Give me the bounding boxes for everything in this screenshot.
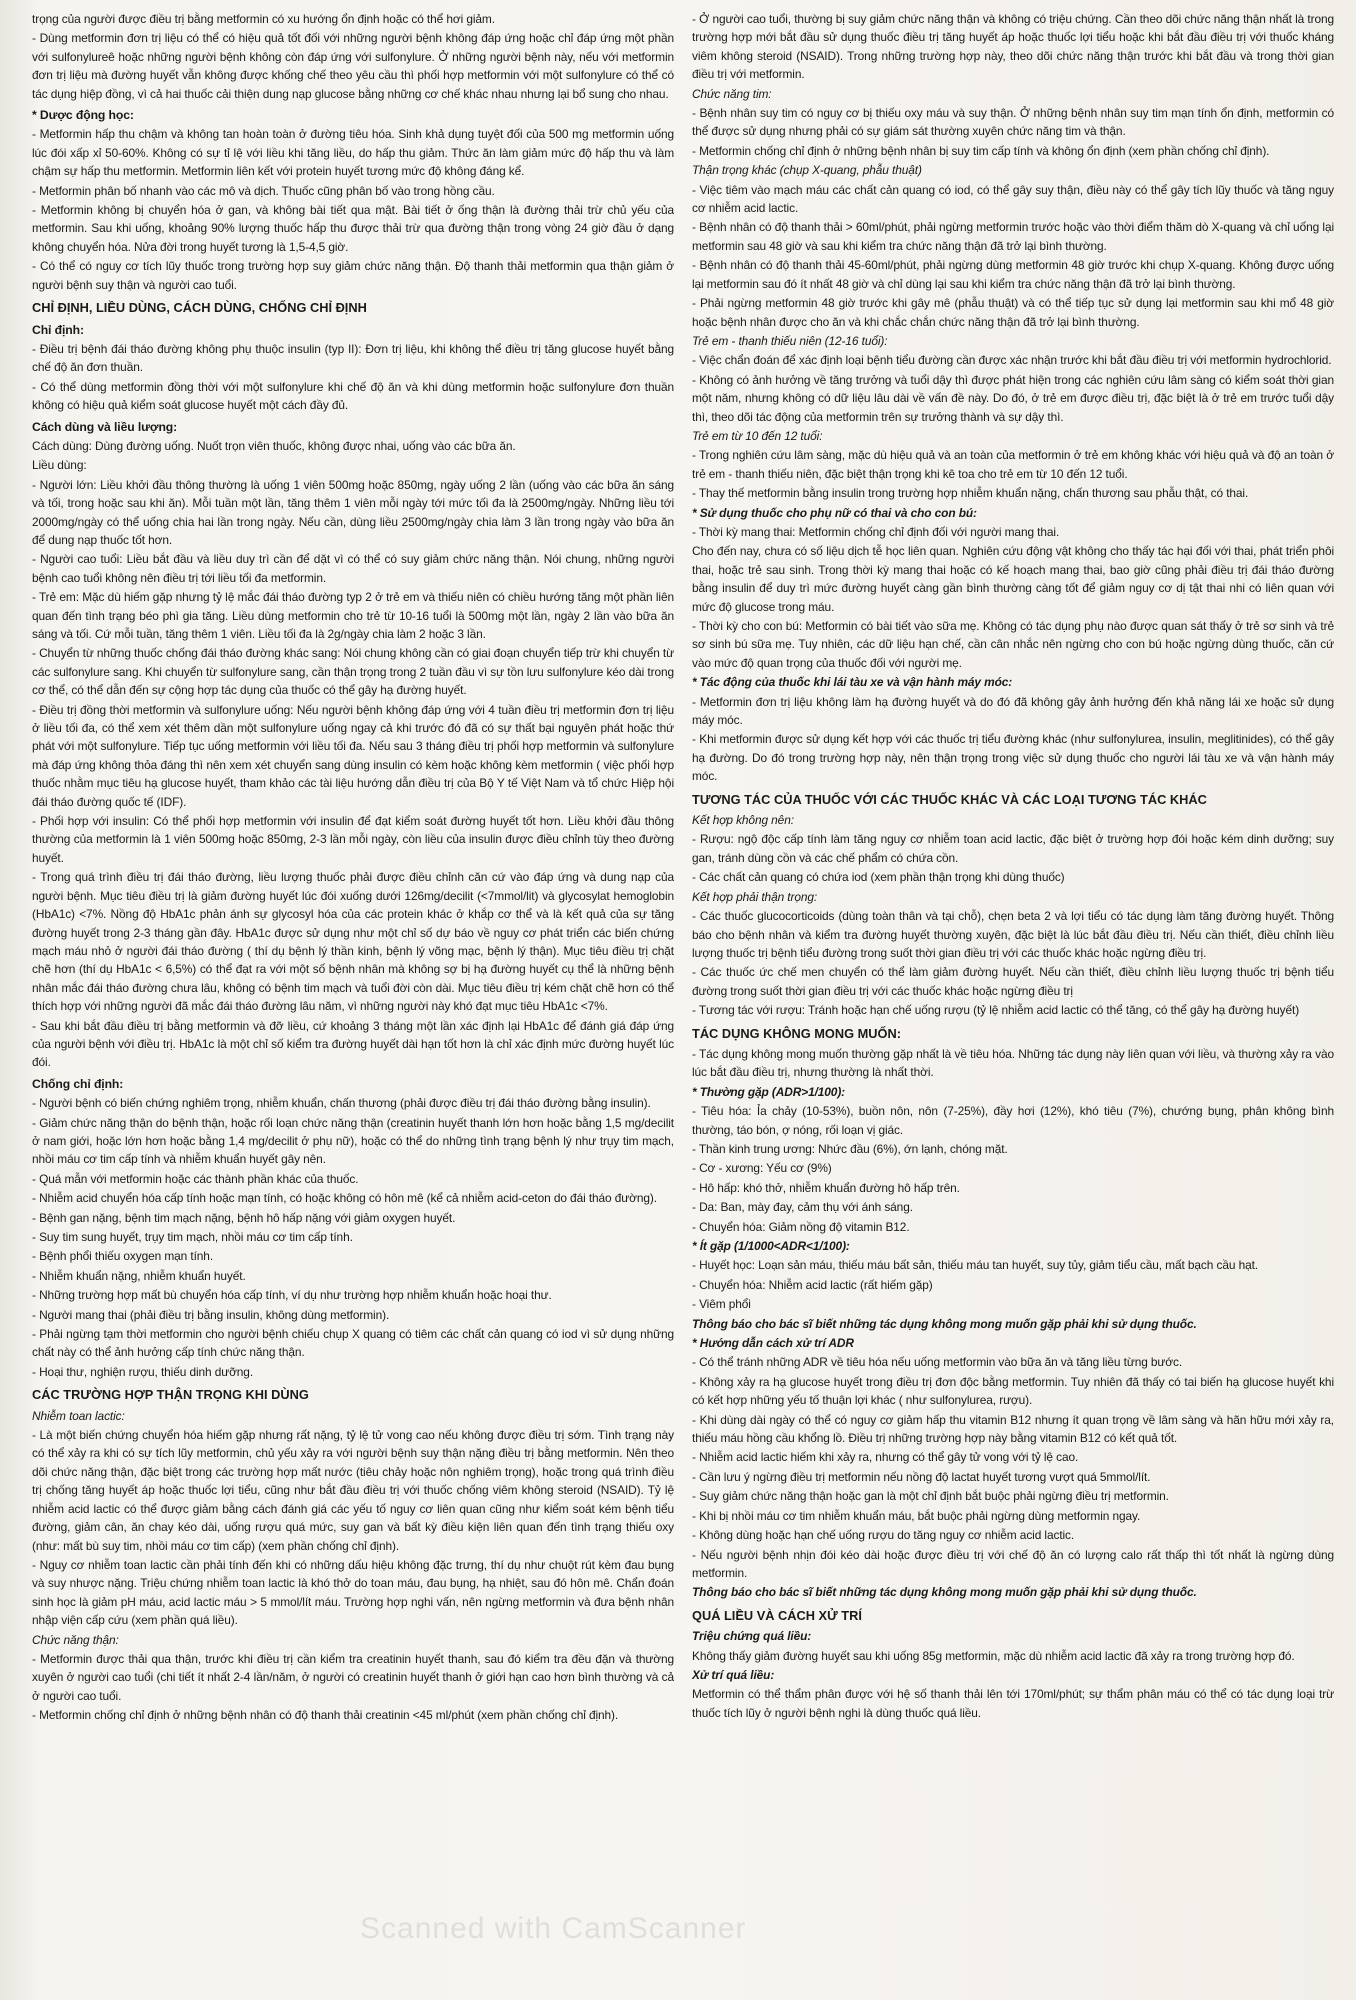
subsection-heading: Chống chỉ định: <box>32 1076 124 1091</box>
paragraph: - Điều trị bệnh đái tháo đường không phụ thuộc insulin (typ II): Đơn trị liệu, khi không thể điều trị tăng glucose huyết bằng chế độ ăn đơn thuần. <box>32 341 674 375</box>
paragraph: - Nhiễm khuẩn nặng, nhiễm khuẩn huyết. <box>32 1268 246 1283</box>
paragraph: - Các thuốc ức chế men chuyển có thể làm giảm đường huyết. Nếu cần thiết, điều chỉnh liều lượng thuốc trị bệnh tiểu đường trong suốt thời gian điều trị với các thuốc khác hoặc ngừng điều trị <box>692 965 1334 998</box>
bold-note: * Ít gặp (1/1000<ADR<1/100): <box>692 1239 850 1253</box>
paragraph: - Tương tác với rượu: Tránh hoặc hạn chế uống rượu (tỷ lệ nhiễm acid lactic có thể tăng, có thể gây hạ đường huyết) <box>692 1003 1300 1018</box>
paragraph: - Cần lưu ý ngừng điều trị metformin nếu nồng độ lactat huyết tương vượt quá 5mmol/lít. <box>692 1469 1151 1484</box>
paragraph: - Metformin hấp thu chậm và không tan hoàn toàn ở đường tiêu hóa. Sinh khả dụng tuyệt đối của 500 mg metformin uống lúc đói xấp xỉ 50-60%. Không có sự tỉ lệ với liều khi tăng liều, do hấp thu giảm. Thức ăn làm giảm mức độ hấp thu và làm chậm sự hấp thu metformin. Metformin liên kết với protein huyết tương mức độ không đáng kể. <box>32 127 674 179</box>
paragraph: Liều dùng: <box>32 458 87 473</box>
paragraph: - Bệnh nhân có độ thanh thải > 60ml/phút, phải ngừng metformin trước hoặc vào thời điểm thăm dò X-quang và chỉ uống lại metformin sau 48 giờ và sau khi kiểm tra chức năng thận đã trở lại bình thường. <box>692 220 1334 253</box>
paragraph: - Trong nghiên cứu lâm sàng, mặc dù hiệu quả và an toàn của metformin ở trẻ em không khác với hiệu quả và độ an toàn ở trẻ em - thanh thiếu niên, đặc biệt thận trọng khi kê toa cho trẻ em từ 10 đến 12 tuổi. <box>692 448 1334 481</box>
paragraph: - Huyết học: Loạn sản máu, thiếu máu bất sản, thiếu máu tan huyết, suy tủy, giảm tiểu cầu, mất bạch cầu hạt. <box>692 1258 1259 1273</box>
paragraph: - Có thể tránh những ADR về tiêu hóa nếu uống metformin vào bữa ăn và tăng liều từng bước. <box>692 1355 1183 1370</box>
paragraph: - Bệnh nhân suy tim có nguy cơ bị thiếu oxy máu và suy thận. Ở những bệnh nhân suy tim mạn tính ổn định, metformin có thể được sử dụng nhưng phải có sự giám sát thường xuyên chức năng tim và thận. <box>692 106 1334 139</box>
bold-note: * Thường gặp (ADR>1/100): <box>692 1084 846 1099</box>
paragraph: - Metformin không bị chuyển hóa ở gan, và không bài tiết qua mật. Bài tiết ở ống thận là đường thải trừ chủ yếu của metformin. Sau khi uống, khoảng 90% lượng thuốc hấp thu được thải trừ qua đường thận trong vòng 24 giờ đầu ở dạng không chuyển hóa. Nửa đời trong huyết tương là 1,5-4,5 giờ. <box>32 203 674 254</box>
paragraph: - Metformin phân bố nhanh vào các mô và dịch. Thuốc cũng phân bố vào trong hồng cầu. <box>32 183 495 198</box>
paragraph: - Nhiễm acid lactic hiếm khi xảy ra, nhưng có thể gây tử vong với tỷ lệ cao. <box>692 1450 1079 1465</box>
bold-note: Xử trí quá liều: <box>692 1667 775 1682</box>
paragraph: - Sau khi bắt đầu điều trị bằng metformin và đỡ liều, cứ khoảng 3 tháng một lần xác định lại HbA1c để đánh giá đáp ứng của người bệnh với điều trị. HbA1c là một chỉ số kiểm tra đường huyết dài hạn tốt hơn là chỉ xác định mức đường huyết lúc đói. <box>32 1018 674 1070</box>
paragraph: - Người cao tuổi: Liều bắt đầu và liều duy trì cần để dặt vì có thể có suy giảm chức năng thận. Nói chung, những người bệnh cao tuổi không nên điều trị tới liều tối đa metformin. <box>32 552 674 585</box>
italic-heading: Kết hợp phải thận trọng: <box>692 889 818 904</box>
paragraph: - Không xảy ra hạ glucose huyết trong điều trị đơn độc bằng metformin. Tuy nhiên đã thấy có tai biến hạ glucose huyết khi có kết hợp những yếu tố thuận lợi khác ( như sulfonylurea, rượu). <box>692 1374 1334 1408</box>
paragraph: - Các chất cản quang có chứa iod (xem phần thận trọng khi dùng thuốc) <box>692 870 1065 885</box>
bold-note: * Hướng dẫn cách xử trí ADR <box>692 1336 854 1351</box>
paragraph: - Khi bị nhồi máu cơ tim nhiễm khuẩn máu, bắt buộc phải ngừng dùng metformin ngay. <box>692 1508 1141 1523</box>
paragraph: - Chuyển hóa: Nhiễm acid lactic (rất hiếm gặp) <box>692 1277 933 1292</box>
paragraph: - Là một biến chứng chuyển hóa hiếm gặp nhưng rất nặng, tỷ lệ tử vong cao nếu không được điều trị sớm. Tình trạng này có thể xảy ra khi có sự tích lũy metformin, chủ yếu xảy ra với người bệnh suy thận nặng điều trị bằng metformin. Nên theo dõi chức năng thận, đặc biệt trong các trường hợp mất nước (tiêu chảy hoặc nôn nghiêm trọng), hoặc trong quá trình điều trị chống tăng huyết áp hoặc thuốc lợi tiểu, cũng như bắt đầu điều trị với thuốc chống viêm không steroid (NSAID). Tỷ lệ nhiễm acid lactic có thể được giảm bằng cách đánh giá các yếu tố nguy cơ liên quan cũng như kiểm soát kém bệnh tiểu đường, giảm cân, ăn chay kéo dài, uống rượu quá mức, suy gan và bất kỳ điều kiện liên quan đến tình trạng thiếu oxy (như: mất bù suy tim, nhồi máu cơ tim cấp) (xem phần chống chỉ định). <box>32 1428 674 1553</box>
italic-heading: Thận trọng khác (chụp X-quang, phẫu thuật) <box>692 163 922 178</box>
paragraph: - Viêm phổi <box>692 1297 751 1312</box>
paragraph: Cách dùng: Dùng đường uống. Nuốt trọn viên thuốc, không được nhai, uống vào các bữa ăn. <box>32 438 516 453</box>
paragraph: - Bệnh phổi thiếu oxygen mạn tính. <box>32 1249 214 1264</box>
section-heading: CÁC TRƯỜNG HỢP THẬN TRỌNG KHI DÙNG <box>32 1387 309 1403</box>
italic-heading: Chức năng tim: <box>692 86 772 101</box>
paragraph: - Nguy cơ nhiễm toan lactic cần phải tính đến khi có những dấu hiệu không đặc trưng, thí dụ như chuột rút kèm đau bụng và suy nhược nặng. Triệu chứng nhiễm toan lactic là khó thở do toan máu, đau bụng, hạ nhiệt, sau đó hôn mê. Chẩn đoán sinh học là giảm pH máu, acid lactic máu > 5 mmol/lít máu. Trường hợp nghi vấn, nên ngừng metformin và đưa bệnh nhân nhập viện cấp cứu (xem phần quá liều). <box>32 1557 674 1628</box>
paragraph: - Metformin được thải qua thận, trước khi điều trị cần kiểm tra creatinin huyết thanh, sau đó kiểm tra đều đặn và thường xuyên ở người cao tuổi (chi tiết ít nhất 2-4 lần/năm, ở người có creatinin huyết thanh ở giới hạn cao hơn bình thường và cả ở người cao tuổi. <box>32 1651 674 1703</box>
paragraph: - Người bệnh có biến chứng nghiêm trọng, nhiễm khuẩn, chấn thương (phải được điều trị đái tháo đường bằng insulin). <box>32 1096 651 1111</box>
paragraph: - Thời kỳ cho con bú: Metformin có bài tiết vào sữa mẹ. Không có tác dụng phụ nào được quan sát thấy ở trẻ sơ sinh và trẻ sơ sinh bú sữa mẹ. Tuy nhiên, các dữ liệu hạn chế, cần cân nhắc nên ngừng cho con bú hoặc ngừng dùng thuốc, căn cứ vào mức độ quan trọng của thuốc đối với người mẹ. <box>692 619 1334 670</box>
paragraph: - Metformin chống chỉ định ở những bệnh nhân có độ thanh thải creatinin <45 ml/phút (xem phần chống chỉ định). <box>32 1708 619 1723</box>
paragraph: - Bệnh gan nặng, bệnh tim mạch nặng, bệnh hô hấp nặng với giảm oxygen huyết. <box>32 1210 456 1225</box>
paragraph: - Phải ngừng metformin 48 giờ trước khi gây mê (phẫu thuật) và có thể tiếp tục sử dụng lại metformin sau khi mổ 48 giờ hoặc bệnh nhân được cho ăn và khi chắc chắn chức năng thận đã trở lại bình thường. <box>692 296 1334 329</box>
paragraph: - Việc tiêm vào mạch máu các chất cản quang có iod, có thể gây suy thận, điều này có thể gây tích lũy thuốc và tăng nguy cơ nhiễm acid lactic. <box>692 182 1334 216</box>
bold-note: Thông báo cho bác sĩ biết những tác dụng không mong muốn gặp phải khi sử dụng thuốc. <box>692 1585 1197 1600</box>
right-column <box>692 10 1334 1994</box>
paragraph: Không thấy giảm đường huyết sau khi uống 85g metformin, mặc dù nhiễm acid lactic đã xảy ra trong trường hợp đó. <box>692 1648 1295 1663</box>
paragraph: - Trong quá trình điều trị đái tháo đường, liều lượng thuốc phải được điều chỉnh căn cứ vào đáp ứng và dung nạp của người bệnh. Mục tiêu điều trị là giảm đường huyết lúc đói xuống dưới 126mg/decilit (<7mmol/lit) và glycosylat hemoglobin (HbA1c) <7%. Nồng độ HbA1c phản ánh sự glycosyl hóa của các protein khác ở khắp cơ thể và là kết quả của sự tăng đường huyết trong 2-3 tháng gần đây. HbA1c được sử dụng như một chỉ số dự báo về nguy cơ phát triển các biến chứng mạch máu nhỏ ở người đái tháo đường ( thí dụ bệnh lý thần kinh, bệnh lý võng mạc, bệnh lý thận). Mục tiêu điều trị chặt chẽ hơn (thí dụ HbA1c < 6,5%) có thể đạt ra với một số bệnh nhân mà không sợ bị hạ đường huyết cụ thể là những bệnh nhân mắc đái tháo đường chưa lâu, không có bệnh tim mạch và tuổi đời còn dài. Mục tiêu điều trị kém chặt chẽ hơn có thể thích hợp với những người đã mắc đái tháo đường lâu năm, vì những người này khó đạt mục tiêu HbA1c <7%. <box>32 870 674 1014</box>
paragraph: - Chuyển hóa: Giảm nồng độ vitamin B12. <box>692 1219 910 1234</box>
paragraph: - Nhiễm acid chuyển hóa cấp tính hoặc mạn tính, có hoặc không có hôn mê (kể cả nhiễm acid-ceton do đái tháo đường). <box>32 1191 657 1206</box>
paragraph: - Cơ - xương: Yếu cơ (9%) <box>692 1161 832 1176</box>
paragraph: - Nếu người bệnh nhịn đói kéo dài hoặc được điều trị với chế độ ăn có lượng calo rất thấp thì tốt nhất là ngừng dùng metformin. <box>692 1547 1334 1580</box>
bold-note: * Tác động của thuốc khi lái tàu xe và vận hành máy móc: <box>692 675 1013 690</box>
section-heading: QUÁ LIỀU VÀ CÁCH XỬ TRÍ <box>692 1607 862 1623</box>
paragraph: Cho đến nay, chưa có số liệu dịch tễ học liên quan. Nghiên cứu động vật không cho thấy tác hại đối với thai, phát triển phôi thai, hoặc trẻ sau sinh. Trong thời kỳ mang thai hoặc có kế hoạch mang thai, bao giờ cũng phải điều trị đái tháo đường bằng insulin để duy trì mức đường huyết càng gần bình thường càng tốt để giảm nguy cơ dị tật thai nhi có liên quan với mức độ glucose trong máu. <box>692 544 1334 614</box>
paragraph: - Tác dụng không mong muốn thường gặp nhất là về tiêu hóa. Những tác dụng này liên quan với liều, và thường xảy ra vào lúc bắt đầu điều trị, nhưng thường là nhất thời. <box>692 1046 1334 1080</box>
paragraph: - Không dùng hoặc hạn chế uống rượu do tăng nguy cơ nhiễm acid lactic. <box>692 1528 1075 1543</box>
paragraph: - Suy giảm chức năng thận hoặc gan là một chỉ định bắt buộc phải ngừng điều trị metformin. <box>692 1489 1169 1504</box>
italic-heading: Trẻ em từ 10 đến 12 tuổi: <box>692 428 823 443</box>
paragraph: Metformin có thể thẩm phân được với hệ số thanh thải lên tới 170ml/phút; sự thẩm phân máu có thể có tác dụng loại trừ thuốc tích lũy ở người bệnh nghi là dùng thuốc quá liều. <box>692 1687 1334 1720</box>
paragraph: - Thần kinh trung ương: Nhức đầu (6%), ớn lạnh, chóng mặt. <box>692 1141 1008 1156</box>
paragraph: - Điều trị đồng thời metformin và sulfonylure uống: Nếu người bệnh không đáp ứng với 4 tuần điều trị metformin đơn trị liệu ở liều tối đa, có thể xem xét thêm dần một sulfonylure uống ngay cả khi trước đó đã có sự thất bại nguyên phát hoặc thứ phát với một sulfonylure. Tiếp tục uống metformin với liều tối đa. Nếu sau 3 tháng điều trị phối hợp metformin và sulfonylure mà đáp ứng không thỏa đáng thì nên xem xét chuyển sang dùng insulin có kèm hoặc không kèm metformin ( việc phối hợp thuốc nhằm mục tiêu hạ glucose huyết, tham khảo các tài liệu hướng dẫn điều trị của Bộ Y tế Việt Nam và tổ chức Hiệp hội đái tháo đường quốc tế (IDF). <box>32 702 674 809</box>
paragraph: - Khi metformin được sử dụng kết hợp với các thuốc trị tiểu đường khác (như sulfonylurea, insulin, meglitinides), có thể gây hạ đường. Do đó trong trường hợp này, nên thận trọng trong việc sử dụng thuốc cho người lái tàu xe và vận hành máy móc. <box>692 732 1334 784</box>
section-heading: TƯƠNG TÁC CỦA THUỐC VỚI CÁC THUỐC KHÁC VÀ CÁC LOẠI TƯƠNG TÁC KHÁC <box>692 791 1207 807</box>
paragraph: - Bệnh nhân có độ thanh thải 45-60ml/phút, phải ngừng dùng metformin 48 giờ trước khi chụp X-quang. Không được uống lại metformin sau đó ít nhất 48 giờ và chỉ dùng lại sau khi kiểm tra chức năng thận đã trở lại bình thường. <box>692 258 1334 291</box>
bold-note: Triệu chứng quá liều: <box>692 1629 812 1644</box>
paragraph: - Có thể có nguy cơ tích lũy thuốc trong trường hợp suy giảm chức năng thận. Độ thanh thải metformin qua thận giảm ở người bệnh suy thận và người cao tuổi. <box>32 259 674 292</box>
paragraph: - Phối hợp với insulin: Có thể phối hợp metformin với insulin để đạt kiểm soát đường huyết tốt hơn. Liều khởi đầu thông thường của metformin là 1 viên 500mg hoặc 850mg, 2-3 lần mỗi ngày, còn liều của insulin được điều chỉnh tùy theo đường huyết. <box>32 814 674 865</box>
paragraph: - Phải ngừng tạm thời metformin cho người bệnh chiếu chụp X quang có tiêm các chất cản quang có iod vì sử dụng những chất này có thể ảnh hưởng cấp tính chức năng thận. <box>32 1327 674 1360</box>
italic-heading: Chức năng thận: <box>32 1632 119 1647</box>
paragraph: - Chuyển từ những thuốc chống đái tháo đường khác sang: Nói chung không cần có giai đoạn chuyển tiếp trừ khi chuyển từ các sulfonylure sang. Khi chuyển từ sulfonylure sang, cần thận trọng trong 2 tuần đầu vì sự tồn lưu sulfonylure kéo dài trong cơ thể, có thể dẫn đến sự cộng hợp tác dụng của thuốc có thể gây hạ đường huyết. <box>32 646 674 698</box>
paragraph: - Khi dùng dài ngày có thể có nguy cơ giảm hấp thu vitamin B12 nhưng ít quan trọng về lâm sàng và hãn hữu mới xảy ra, thiếu máu hồng cầu khổng lồ. Điều trị những trường hợp này bằng vitamin B12 có kết quả tốt. <box>692 1412 1334 1446</box>
left-column <box>32 10 674 1994</box>
paragraph: - Thay thế metformin bằng insulin trong trường hợp nhiễm khuẩn nặng, chấn thương sau phẫu thật, có thai. <box>692 486 1249 501</box>
paragraph: - Việc chẩn đoán để xác định loại bệnh tiểu đường cần được xác nhận trước khi bắt đầu điều trị với metformin hydrochlorid. <box>692 353 1332 368</box>
paragraph: - Người lớn: Liều khởi đầu thông thường là uống 1 viên 500mg hoặc 850mg, ngày uống 2 lần (uống vào các bữa ăn sáng và tối, trong hoặc sau khi ăn). Mỗi tuần một lần, tăng thêm 1 viên mỗi ngày tới mức tối đa là 2500mg/ngày. Những liều tới 2000mg/ngày có thể uống chia hai lần trong ngày. Nếu cần, dùng liều 2500mg/ngày chia làm 3 lần trong ngày vào bữa ăn để dung nạp thuốc tốt hơn. <box>32 477 674 547</box>
text-columns <box>32 10 1334 1994</box>
bold-note: * Sử dụng thuốc cho phụ nữ có thai và cho con bú: <box>692 505 977 520</box>
paragraph: trọng của người được điều trị bằng metformin có xu hướng ổn định hoặc có thể hơi giảm. <box>32 12 495 26</box>
paragraph: - Suy tim sung huyết, trụy tim mạch, nhồi máu cơ tim cấp tính. <box>32 1230 353 1244</box>
subsection-heading: Chỉ định: <box>32 322 84 337</box>
paragraph: - Tiêu hóa: Ỉa chảy (10-53%), buồn nôn, nôn (7-25%), đầy hơi (12%), khó tiêu (7%), chướng bụng, phân không bình thường, táo bón, ợ nóng, rối loạn vị giác. <box>692 1104 1334 1137</box>
paragraph: - Ở người cao tuổi, thường bị suy giảm chức năng thận và không có triệu chứng. Cần theo dõi chức năng thận nhất là trong trường hợp mới bắt đầu sử dụng thuốc điều trị tăng huyết áp hoặc thuốc lợi tiểu hoặc khi bắt đầu điều trị với thuốc kháng viêm không steroid (NSAID). Trong những trường hợp này, theo dõi chức năng thận trước khi bắt đầu và trong thời gian điều trị với metformin. <box>692 12 1334 82</box>
paragraph: - Dùng metformin đơn trị liệu có thể có hiệu quả tốt đối với những người bệnh không đáp ứng hoặc chỉ đáp ứng một phần với sulfonylureê hoặc những người bệnh không còn đáp ứng với sulfonylure. Ở những người bệnh này, nếu với metformin đơn trị liệu mà đường huyết vẫn không được khống chế theo yêu cầu thì phối hợp metformin với một sulfonylure có thể có tác dụng hiệp đồng, vì cả hai thuốc cải thiện dung nạp glucose bằng những cơ chế khác nhau nhưng lại bổ sung cho nhau. <box>32 31 674 101</box>
paragraph: - Hoại thư, nghiện rượu, thiếu dinh dưỡng. <box>32 1364 254 1379</box>
section-heading: TÁC DỤNG KHÔNG MONG MUỐN: <box>692 1025 901 1041</box>
paragraph: - Không có ảnh hưởng về tăng trưởng và tuổi dậy thì được phát hiện trong các nghiên cứu lâm sàng có kiểm soát thời gian một năm, nhưng không có dữ liệu lâu dài về vấn đề này. Do đó, ở trẻ em được điều trị, đặc biệt là ở trẻ em trước tuổi dậy thì, theo dõi tác động của metformin trên sự trưởng thành và sự dậy thì. <box>692 372 1334 424</box>
paragraph: - Metformin chống chỉ định ở những bệnh nhân bị suy tim cấp tính và không ổn định (xem phần chống chỉ định). <box>692 143 1270 158</box>
bold-note: Thông báo cho bác sĩ biết những tác dụng không mong muốn gặp phải khi sử dụng thuốc. <box>692 1316 1197 1331</box>
paragraph: - Rượu: ngộ độc cấp tính làm tăng nguy cơ nhiễm toan acid lactic, đặc biệt ở trường hợp đói hoặc kém dinh dưỡng; suy gan, tránh dùng cồn và các chế phẩm có chứa cồn. <box>692 832 1334 865</box>
paragraph: - Metformin đơn trị liệu không làm hạ đường huyết và do đó đã không gây ảnh hưởng đến khả năng lái xe hoặc sử dụng máy móc. <box>692 694 1334 728</box>
paragraph: - Những trường hợp mất bù chuyển hóa cấp tính, ví dụ như trường hợp nhiễm khuẩn hoặc hoại thư. <box>32 1288 552 1303</box>
scanner-watermark: Scanned with CamScanner <box>360 1912 747 1945</box>
paragraph: - Da: Ban, mày đay, cảm thụ với ánh sáng. <box>692 1200 913 1215</box>
paragraph: - Giảm chức năng thận do bệnh thận, hoặc rối loạn chức năng thận (creatinin huyết thanh lớn hơn hoặc bằng 1,5 mg/decilit ở nam giới, hoặc lớn hơn hoặc bằng 1,4 mg/decilit ở phụ nữ), hoặc có thể do những tình trạng bệnh lý như trụy tim mạch, nhồi máu cơ tim cấp tính và nhiễm khuẩn huyết gây nên. <box>32 1115 674 1167</box>
paragraph: - Thời kỳ mang thai: Metformin chống chỉ định đối với người mang thai. <box>692 524 1060 539</box>
paragraph: - Quá mẫn với metformin hoặc các thành phần khác của thuốc. <box>32 1171 359 1186</box>
paragraph: - Trẻ em: Mặc dù hiếm gặp nhưng tỷ lệ mắc đái tháo đường typ 2 ở trẻ em và thiếu niên có chiều hướng tăng một phần liên quan đến tình trạng béo phì gia tăng. Liều dùng metformin cho trẻ từ 10-16 tuổi là 500mg một lần, ngày 2 lần vào bữa ăn sáng và tối. Cứ mỗi tuần, tăng thêm 1 viên. Liều tối đa là 2g/ngày chia làm 2 hoặc 3 lần. <box>32 590 674 641</box>
italic-heading: Kết hợp không nên: <box>692 813 794 828</box>
paragraph: - Có thể dùng metformin đồng thời với một sulfonylure khi chế độ ăn và khi dùng metformin hoặc sulfonylure đơn thuần không có hiệu quả kiểm soát glucose huyết một cách đầy đủ. <box>32 379 674 413</box>
subsection-heading: Cách dùng và liều lượng: <box>32 419 178 434</box>
paragraph: - Người mang thai (phải điều trị bằng insulin, không dùng metformin). <box>32 1307 390 1322</box>
paragraph: - Các thuốc glucocorticoids (dùng toàn thân và tại chỗ), chẹn beta 2 và lợi tiểu có tác dụng làm tăng đường huyết. Thông báo cho bệnh nhân và kiểm tra đường huyết thường xuyên, đặc biệt là lúc bắt đầu điều trị. Nếu cần thiết, điều chỉnh liều lượng thuốc trị bệnh tiểu đường trong suốt thời gian điều trị với các thuốc khác hoặc ngừng điều trị. <box>692 909 1334 960</box>
italic-heading: Nhiễm toan lactic: <box>32 1408 125 1423</box>
subsection-heading: * Dược động học: <box>32 108 134 123</box>
paragraph: - Hô hấp: khó thở, nhiễm khuẩn đường hô hấp trên. <box>692 1180 960 1195</box>
section-heading: CHỈ ĐỊNH, LIỀU DÙNG, CÁCH DÙNG, CHỐNG CHỈ ĐỊNH <box>32 300 367 316</box>
italic-heading: Trẻ em - thanh thiếu niên (12-16 tuổi): <box>692 333 888 348</box>
